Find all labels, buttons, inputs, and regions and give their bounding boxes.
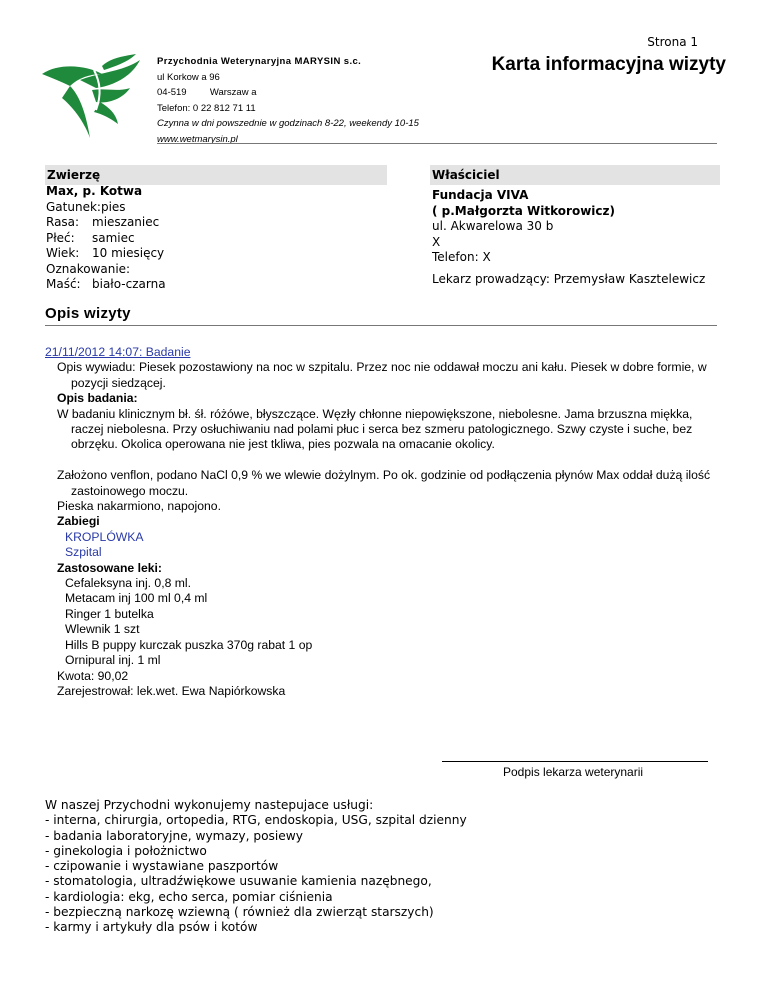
procedure-item: Szpital [65,545,102,560]
color-label: Maść: [46,277,81,291]
drug-item: Metacam inj 100 ml 0,4 ml [65,591,208,606]
exam-description: W badaniu klinicznym bł. śł. różówe, błyszczące. Węzły chłonne niepowiększone, niebolesne. Jama brzuszna miękka, raczej niebolesna. Przy osłuchiwaniu nad polami płuc i serca bez szmeru patologicznego. Szwy czyste i suche, bez obrzęku. Okolica operowana nie jest tkliwa, pies pozwala na omacanie okolicy. [57,406,693,452]
species-label: Gatunek: [46,199,101,214]
age-label: Wiek: [46,246,80,260]
animal-heading: Zwierzę [45,165,387,185]
owner-name-line1: Fundacja VIVA [432,188,529,202]
visit-divider [45,325,717,326]
exam-label: Opis badania: [57,391,138,406]
sex-label: Płeć: [46,230,75,245]
services-list [45,798,467,936]
drugs-label: Zastosowane leki: [57,560,162,575]
clinic-postal-code: 04-519 [157,87,187,98]
drug-item: Wlewnik 1 szt [65,622,140,637]
header-divider [157,143,717,144]
procedure-item: KROPLÓWKA [65,529,144,544]
animal-species-row [46,200,166,216]
service-item: - karmy i artykuły dla psów i kotów [45,920,258,935]
page-number: Strona 1 [647,35,698,49]
clinic-logo [40,52,152,140]
document-title: Karta informacyjna wizyty [491,54,726,75]
signature-label: Podpis lekarza weterynarii [503,765,644,779]
visit-notes-2: Pieska nakarmiono, napojono. [57,499,221,514]
clinic-city-line [157,85,419,101]
species-value: pies [100,199,126,214]
service-item: - kardiologia: ekg, echo serca, pomiar ciśnienia [45,889,333,904]
clinic-street: ul Korkow a 96 [157,71,220,83]
drug-item: Hills B puppy kurczak puszka 370g rabat 1 op [65,637,313,652]
owner-vet-row [432,272,705,288]
clinic-name: Przychodnia Weterynaryjna MARYSIN s.c. [157,56,362,67]
service-item: - ginekologia i położnictwo [45,843,207,858]
visit-interview: Opis wywiadu: Piesek pozostawiony na noc w szpitalu. Przez noc nie oddawał moczu ani kału. Piesek w dobre formie, w pozycji siedzącej. [57,360,707,390]
visit-record [45,345,717,699]
service-item: - interna, chirurgia, ortopedia, RTG, endoskopia, USG, szpital dzienny [45,813,467,828]
sex-value: samiec [92,230,135,245]
vet-name: Przemysław Kasztelewicz [553,271,706,286]
visit-notes: Założono venflon, podano NaCl 0,9 % we wlewie dożylnym. Po ok. godzinie od podłączenia płynów Max oddał dużą ilość zastoinowego moczu. [57,468,711,498]
owner-city: X [432,234,441,249]
visit-amount: Kwota: 90,02 [57,668,129,683]
services-intro: W naszej Przychodni wykonujemy nastepujace usługi: [45,798,374,812]
animal-marking-row [46,262,166,278]
owner-address: ul. Akwarelowa 30 b [432,219,554,233]
clinic-website: www.wetmarysin.pl [157,133,238,145]
visit-section-heading: Opis wizyty [45,305,131,322]
animal-sex-row [46,231,166,247]
animal-name: Max, p. Kotwa [46,184,143,198]
vet-label: Lekarz prowadzący: [432,271,550,286]
drug-item: Cefaleksyna inj. 0,8 ml. [65,576,191,591]
age-value: 10 miesięcy [92,246,165,260]
owner-name-line2: ( p.Małgorzta Witkorowicz) [432,203,615,218]
owner-phone-value: X [482,250,491,264]
animal-color-row [46,277,166,293]
clinic-phone: Telefon: 0 22 812 71 11 [157,102,256,114]
owner-phone-label: Telefon: [432,250,479,264]
marking-label: Oznakowanie: [46,261,131,276]
visit-header-link[interactable]: 21/11/2012 14:07: Badanie [45,345,191,359]
clinic-hours: Czynna w dni powszednie w godzinach 8-22, weekendy 10-15 [157,118,419,129]
animal-details [46,184,166,293]
visit-spacer [45,453,717,468]
owner-phone-row [432,250,705,266]
animal-age-row [46,246,166,262]
animal-breed-row [46,215,166,231]
service-item: - stomatologia, ultradźwiękowe usuwanie kamienia nazębnego, [45,874,432,889]
clinic-info [157,54,419,147]
service-item: - badania laboratoryjne, wymazy, posiewy [45,828,303,843]
owner-details [432,188,705,287]
owner-heading: Właściciel [430,165,720,185]
visit-registered-by: Zarejestrował: lek.wet. Ewa Napiórkowska [57,683,286,698]
breed-label: Rasa: [46,215,80,229]
procedures-label: Zabiegi [57,514,100,529]
color-value: biało-czarna [92,277,166,291]
drug-item: Ornipural inj. 1 ml [65,653,161,668]
drug-item: Ringer 1 butelka [65,606,154,621]
signature-line [442,761,708,762]
service-item: - czipowanie i wystawiane paszportów [45,859,279,874]
service-item: - bezpieczną narkozę wziewną ( również dla zwierząt starszych) [45,905,434,920]
breed-value: mieszaniec [92,215,160,229]
clinic-city: Warszaw a [209,87,257,98]
